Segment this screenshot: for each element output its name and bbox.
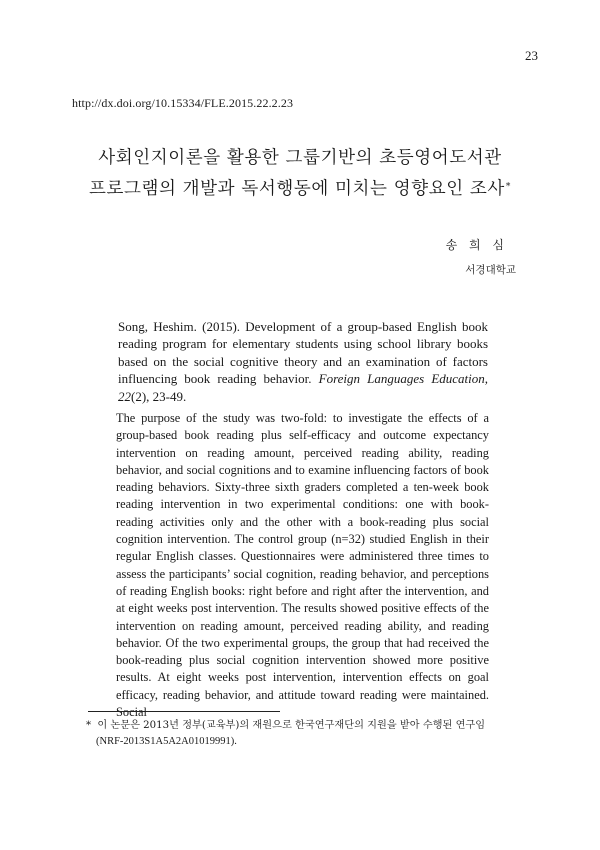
doi-link[interactable]: http://dx.doi.org/10.15334/FLE.2015.22.2.23 bbox=[72, 96, 294, 110]
footnote bbox=[86, 718, 521, 750]
citation bbox=[118, 318, 488, 405]
citation-issue-pages: (2), 23-49. bbox=[131, 388, 187, 404]
title-line-2-text: 프로그램의 개발과 독서행동에 미치는 영향요인 조사 bbox=[88, 179, 505, 199]
author-name: 송 희 심 bbox=[445, 238, 508, 252]
title-line-1: 사회인지이론을 활용한 그룹기반의 초등영어도서관 bbox=[98, 148, 502, 168]
footnote-divider bbox=[88, 711, 280, 712]
footnote-grant-number: (NRF-2013S1A5A2A01019991). bbox=[96, 736, 237, 747]
title-line-2 bbox=[0, 174, 600, 205]
citation-journal: Foreign Languages Education, 22 bbox=[118, 371, 488, 404]
footnote-text: 이 논문은 2013년 정부(교육부)의 재원으로 한국연구재단의 지원을 받아 수행된 연구임 bbox=[97, 720, 486, 731]
citation-text: Song, Heshim. (2015). Development of a group-based English book reading program for elementary students using school library books based on the social cognitive theory and an examination of factors influencing book reading behavior. bbox=[118, 319, 488, 387]
abstract: The purpose of the study was two-fold: to investigate the effects of a group-based book reading plus self-efficacy and outcome expectancy intervention on reading amount, perceived reading ability, reading behavior, and social cognitions and to examine influencing factors of book reading behaviors. Sixty-three sixth graders completed a ten-week book reading intervention in two experimental conditions: one with book-reading activities only and the other with a book-reading plus social cognition intervention. The control group (n=32) studied English in their regular English classes. Questionnaires were administered three times to assess the participants’ social cognition, reading behavior, and perceptions of reading English books: right before and right after the intervention, and at eight weeks post intervention. The results showed positive effects of the intervention on reading amount, perceived reading ability, and reading behavior. Of the two experimental groups, the group that had received the book-reading plus social cognition intervention showed more positive results. At eight weeks post intervention, intervention effects on goal efficacy, reading behavior, and attitude toward reading were maintained. Social bbox=[116, 411, 489, 720]
title-footnote-marker: * bbox=[505, 182, 512, 192]
paper-title bbox=[0, 143, 600, 205]
footnote-marker: * bbox=[86, 720, 92, 731]
author-affiliation: 서경대학교 bbox=[465, 264, 516, 276]
page-number: 23 bbox=[525, 48, 538, 63]
